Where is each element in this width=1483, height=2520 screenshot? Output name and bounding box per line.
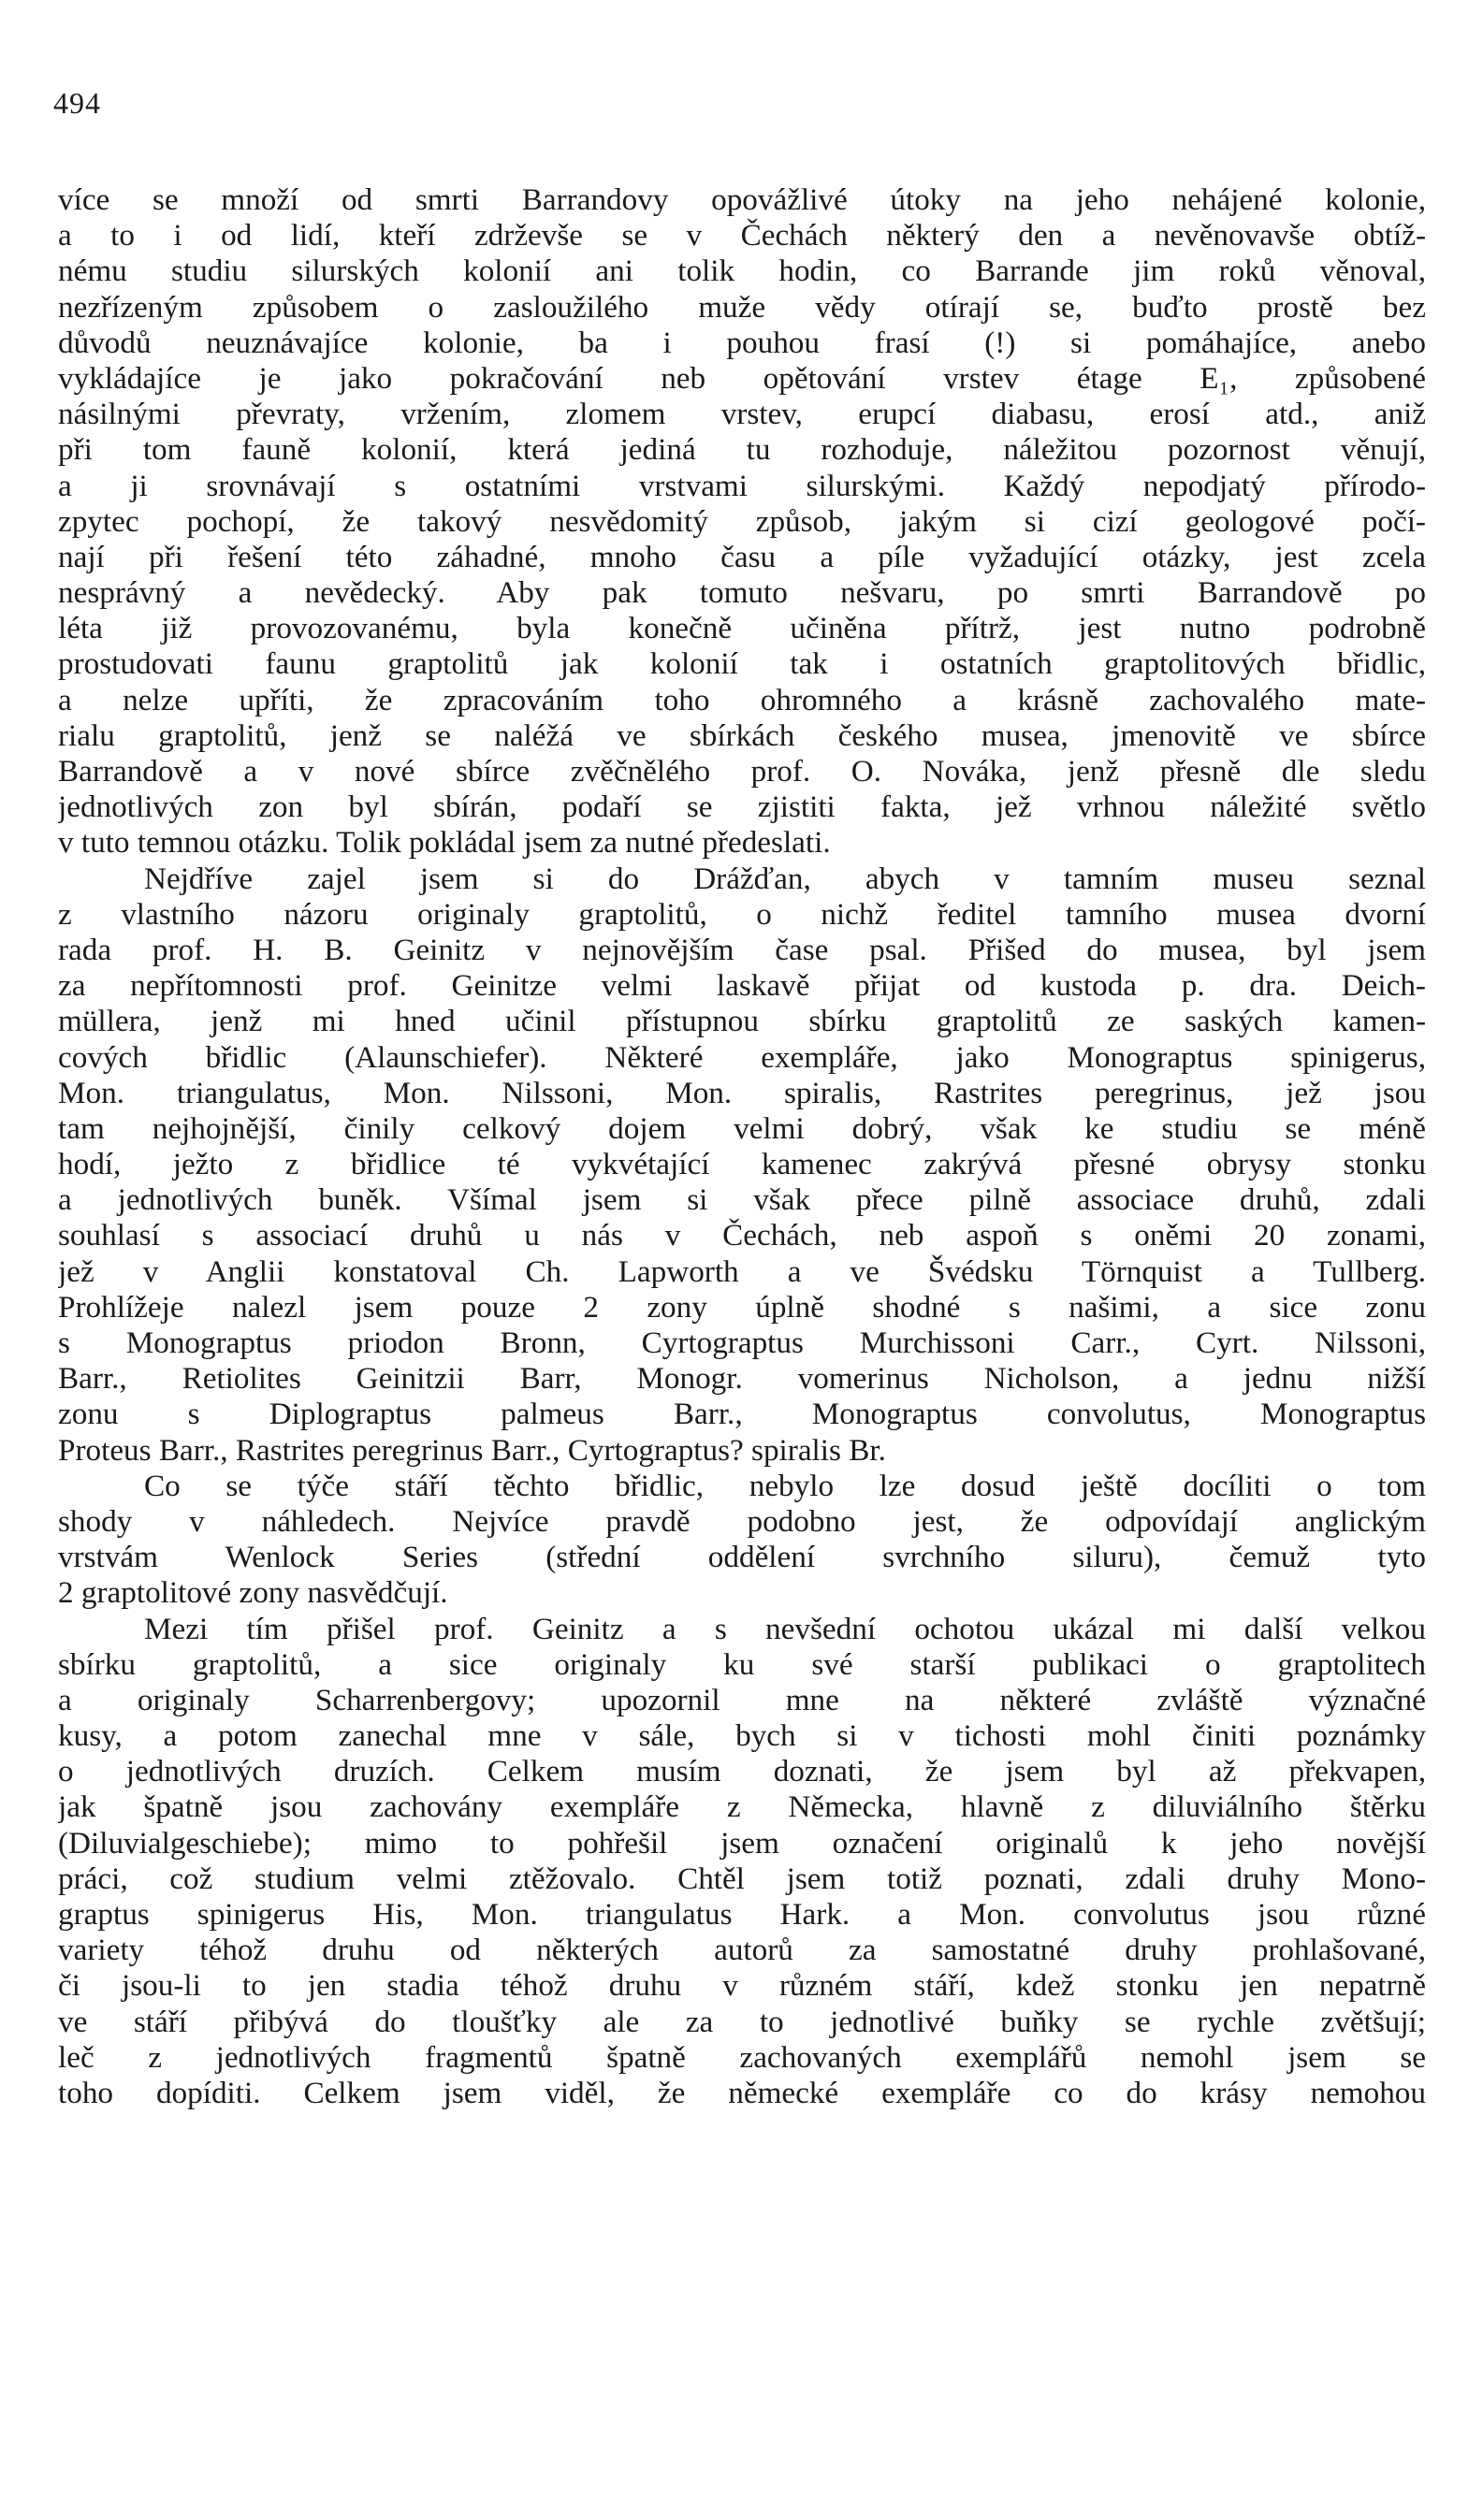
text-line: ve stáří přibývá do tloušťky ale za to jednotlivé buňky se rychle zvětšují; (58, 2004, 1426, 2039)
text-line: Mezi tím přišel prof. Geinitz a s nevšední ochotou ukázal mi další velkou (144, 1611, 1426, 1646)
text-line: s Monograptus priodon Bronn, Cyrtograptus Murchissoni Carr., Cyrt. Nilssoni, (58, 1325, 1426, 1360)
text-line: Proteus Barr., Rastrites peregrinus Barr., Cyrtograptus? spiralis Br. (58, 1432, 886, 1468)
text-line: vykládajíce je jako pokračování neb opětování vrstev étage E₁, způsobené (58, 360, 1426, 396)
text-line: a to i od lidí, kteří zdrževše se v Čechách některý den a nevěnovavše obtíž- (58, 218, 1426, 253)
text-line: více se množí od smrti Barrandovy opovážlivé útoky na jeho nehájené kolonie, (58, 182, 1426, 217)
text-line: souhlasí s associací druhů u nás v Čechách, neb aspoň s oněmi 20 zonami, (58, 1218, 1426, 1253)
text-line: Barr., Retiolites Geinitzii Barr, Monogr. vomerinus Nicholson, a jednu nižší (58, 1361, 1426, 1397)
text-line: Prohlížeje nalezl jsem pouze 2 zony úplně shodné s našimi, a sice zonu (58, 1289, 1426, 1325)
text-line: vrstvám Wenlock Series (střední oddělení svrchního siluru), čemuž tyto (58, 1540, 1426, 1575)
text-line: kusy, a potom zanechal mne v sále, bych si v tichosti mohl činiti poznámky (58, 1718, 1426, 1754)
text-line: cových břidlic (Alaunschiefer). Některé exempláře, jako Monograptus spinigerus, (58, 1039, 1426, 1075)
text-line: leč z jednotlivých fragmentů špatně zachovaných exemplářů nemohl jsem se (58, 2039, 1426, 2075)
text-line: Barrandově a v nové sbírce zvěčnělého prof. O. Nováka, jenž přesně dle sledu (58, 754, 1426, 789)
text-line: zonu s Diplograptus palmeus Barr., Monograptus convolutus, Monograptus (58, 1397, 1426, 1432)
text-line: o jednotlivých druzích. Celkem musím doznati, že jsem byl až překvapen, (58, 1754, 1426, 1789)
text-line: sbírku graptolitů, a sice originaly ku své starší publikaci o graptolitech (58, 1646, 1426, 1682)
text-line: jež v Anglii konstatoval Ch. Lapworth a ve Švédsku Törnquist a Tullberg. (58, 1253, 1426, 1289)
text-line: v tuto temnou otázku. Tolik pokládal jsem za nutné předeslati. (58, 825, 831, 861)
text-line: při tom fauně kolonií, která jediná tu rozhoduje, náležitou pozornost věnují, (58, 432, 1426, 468)
text-line: hodí, ježto z břidlice té vykvétající kamenec zakrývá přesné obrysy stonku (58, 1147, 1426, 1182)
text-line: a nelze upříti, že zpracováním toho ohromného a krásně zachovalého mate- (58, 682, 1426, 717)
text-line: Nejdříve zajel jsem si do Drážďan, abych v tamním museu seznal (144, 861, 1426, 896)
text-line: (Diluvialgeschiebe); mimo to pohřešil jsem označení originalů k jeho novější (58, 1825, 1426, 1861)
text-line: rialu graptolitů, jenž se naléžá ve sbírkách českého musea, jmenovitě ve sbírce (58, 717, 1426, 753)
page-number: 494 (53, 86, 101, 120)
text-line: nají při řešení této záhadné, mnoho času a píle vyžadující otázky, jest zcela (58, 539, 1426, 574)
text-line: léta již provozovanému, byla konečně učiněna přítrž, jest nutno podrobně (58, 611, 1426, 646)
text-line: nezřízeným způsobem o zasloužilého muže vědy otírají se, buďto prostě bez (58, 289, 1426, 325)
text-line: nému studiu silurských kolonií ani tolik hodin, co Barrande jim roků věnoval, (58, 253, 1426, 289)
text-line: jednotlivých zon byl sbírán, podaří se zjistiti fakta, jež vrhnou náležité světlo (58, 789, 1426, 825)
text-line: jak špatně jsou zachovány exempláře z Německa, hlavně z diluviálního štěrku (58, 1789, 1426, 1825)
text-line: graptus spinigerus His, Mon. triangulatus Hark. a Mon. convolutus jsou různé (58, 1897, 1426, 1932)
text-line: zpytec pochopí, že takový nesvědomitý způsob, jakým si cizí geologové počí- (58, 503, 1426, 539)
body-text (58, 182, 1426, 2111)
text-line: rada prof. H. B. Geinitz v nejnovějším čase psal. Přišed do musea, byl jsem (58, 932, 1426, 967)
text-line: müllera, jenž mi hned učinil přístupnou sbírku graptolitů ze saských kamen- (58, 1004, 1426, 1039)
text-line: násilnými převraty, vržením, zlomem vrstev, erupcí diabasu, erosí atd., aniž (58, 397, 1426, 432)
text-line: Mon. triangulatus, Mon. Nilssoni, Mon. spiralis, Rastrites peregrinus, jež jsou (58, 1075, 1426, 1110)
text-line: nesprávný a nevědecký. Aby pak tomuto nešvaru, po smrti Barrandově po (58, 575, 1426, 611)
text-line: z vlastního názoru originaly graptolitů, o nichž ředitel tamního musea dvorní (58, 896, 1426, 932)
text-line: či jsou-li to jen stadia téhož druhu v různém stáří, kdež stonku jen nepatrně (58, 1968, 1426, 2004)
text-line: variety téhož druhu od některých autorů za samostatné druhy prohlašované, (58, 1933, 1426, 1968)
text-line: a ji srovnávají s ostatními vrstvami silurskými. Každý nepodjatý přírodo- (58, 468, 1426, 503)
text-line: a originaly Scharrenbergovy; upozornil mne na některé zvláště význačné (58, 1682, 1426, 1717)
text-line: a jednotlivých buněk. Všímal jsem si však přece pilně associace druhů, zdali (58, 1182, 1426, 1218)
text-line: shody v náhledech. Nejvíce pravdě podobno jest, že odpovídají anglickým (58, 1503, 1426, 1539)
text-line: tam nejhojnější, činily celkový dojem velmi dobrý, však ke studiu se méně (58, 1110, 1426, 1146)
text-line: toho dopíditi. Celkem jsem viděl, že německé exempláře co do krásy nemohou (58, 2075, 1426, 2110)
text-line: Co se týče stáří těchto břidlic, nebylo lze dosud ještě docíliti o tom (144, 1468, 1426, 1503)
text-line: práci, což studium velmi ztěžovalo. Chtěl jsem totiž poznati, zdali druhy Mono- (58, 1861, 1426, 1896)
text-line: za nepřítomnosti prof. Geinitze velmi laskavě přijat od kustoda p. dra. Deich- (58, 968, 1426, 1004)
text-line: prostudovati faunu graptolitů jak kolonií tak i ostatních graptolitových břidlic, (58, 646, 1426, 682)
text-line: 2 graptolitové zony nasvědčují. (58, 1575, 448, 1611)
text-line: důvodů neuznávajíce kolonie, ba i pouhou frasí (!) si pomáhajíce, anebo (58, 325, 1426, 360)
